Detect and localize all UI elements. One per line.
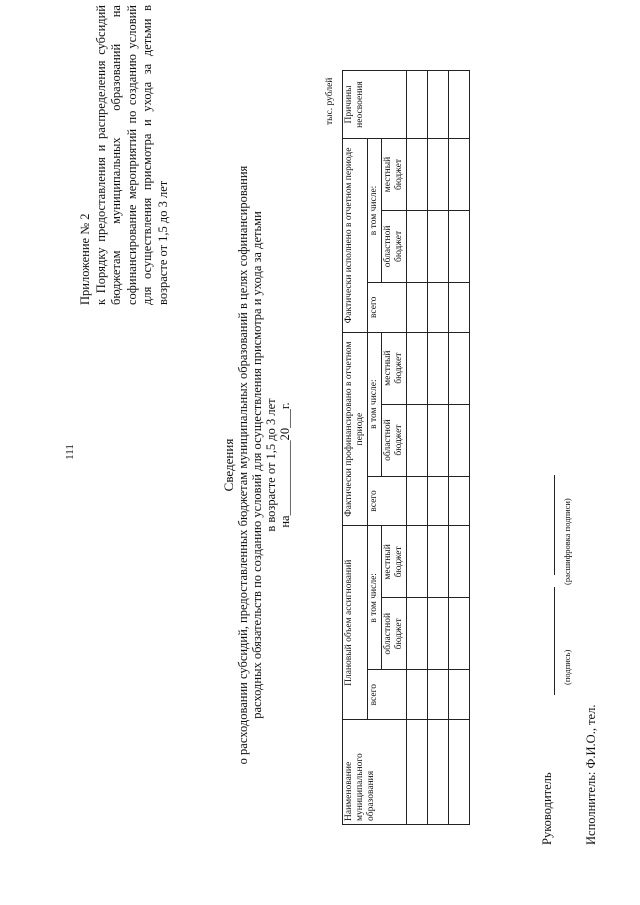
table-cell [407, 282, 428, 332]
table-row [428, 71, 449, 825]
table-cell [428, 526, 449, 598]
header-financed-local: местный бюджет [382, 332, 407, 404]
header-financed: Фактически профинансировано в отчетном периоде [343, 332, 368, 526]
signature-decode-line [554, 475, 555, 575]
table-cell [428, 332, 449, 404]
table-cell [449, 720, 470, 825]
appendix-number: Приложение № 2 [78, 213, 92, 305]
table-cell [407, 526, 428, 598]
executor-line: Исполнитель: Ф.И.О., тел. [584, 704, 598, 845]
header-planned-regional: областной бюджет [382, 598, 407, 670]
table-cell [449, 210, 470, 282]
table-cell [449, 282, 470, 332]
header-executed: Фактически исполнено в отчетном периоде [343, 139, 368, 333]
header-financed-including: в том числе: [368, 332, 382, 476]
table-cell [449, 139, 470, 211]
signature-decode-caption: (расшифровка подписи) [562, 498, 572, 585]
header-planned-including: в том числе: [368, 526, 382, 670]
table-cell [428, 670, 449, 720]
signature-line [554, 587, 555, 695]
table-cell [407, 404, 428, 476]
header-executed-regional: областной бюджет [382, 210, 407, 282]
table-cell [428, 476, 449, 526]
header-financed-total: всего [368, 476, 407, 526]
table-cell [407, 71, 428, 139]
header-planned-local: местный бюджет [382, 526, 407, 598]
table-cell [449, 404, 470, 476]
table-row [407, 71, 428, 825]
unit-label: тыс. рублей [325, 77, 335, 125]
heading-title: Сведения [221, 438, 236, 492]
heading-date: на____________20___г. [278, 402, 292, 528]
table-cell [407, 598, 428, 670]
table-cell [449, 598, 470, 670]
page-number: 111 [64, 444, 76, 460]
table-cell [449, 476, 470, 526]
header-financed-regional: областной бюджет [382, 404, 407, 476]
report-table [342, 70, 470, 825]
table-cell [407, 476, 428, 526]
appendix-text: к Порядку предоставления и распределения субсидий бюджетам муниципальных образований на софинансирование мероприятий по созданию условий для осуществления присмотра и ухода за детьми в возрасте от 1,5 до 3 лет [93, 5, 170, 305]
table-cell [428, 282, 449, 332]
table-cell [407, 670, 428, 720]
table-cell [407, 332, 428, 404]
table-cell [428, 210, 449, 282]
table-row [449, 71, 470, 825]
appendix-block [78, 5, 171, 305]
document-heading [222, 85, 292, 845]
header-executed-total: всего [368, 282, 407, 332]
table-cell [407, 720, 428, 825]
table-cell [449, 670, 470, 720]
heading-line-1: о расходовании субсидий, предоставленных бюджетам муниципальных образований в целях софинансирования [236, 165, 250, 765]
header-reasons: Причины неосвоения [343, 71, 407, 139]
header-executed-local: местный бюджет [382, 139, 407, 211]
header-executed-including: в том числе: [368, 139, 382, 283]
table-cell [407, 139, 428, 211]
signature-caption: (подпись) [562, 649, 572, 685]
table-cell [449, 332, 470, 404]
table-cell [407, 210, 428, 282]
header-planned-total: всего [368, 670, 407, 720]
signature-head-label: Руководитель [540, 772, 554, 845]
table-cell [428, 404, 449, 476]
table-cell [428, 598, 449, 670]
table-cell [428, 139, 449, 211]
table-cell [428, 71, 449, 139]
heading-line-3: в возрасте от 1,5 до 3 лет [264, 398, 278, 532]
heading-line-2: расходных обязательств по созданию условий для осуществления присмотра и ухода за детьми [250, 211, 264, 719]
header-name: Наименование муниципального образования [343, 720, 407, 825]
table-cell [428, 720, 449, 825]
header-planned: Плановый объем ассигнований [343, 526, 368, 720]
table-cell [449, 71, 470, 139]
table-cell [449, 526, 470, 598]
